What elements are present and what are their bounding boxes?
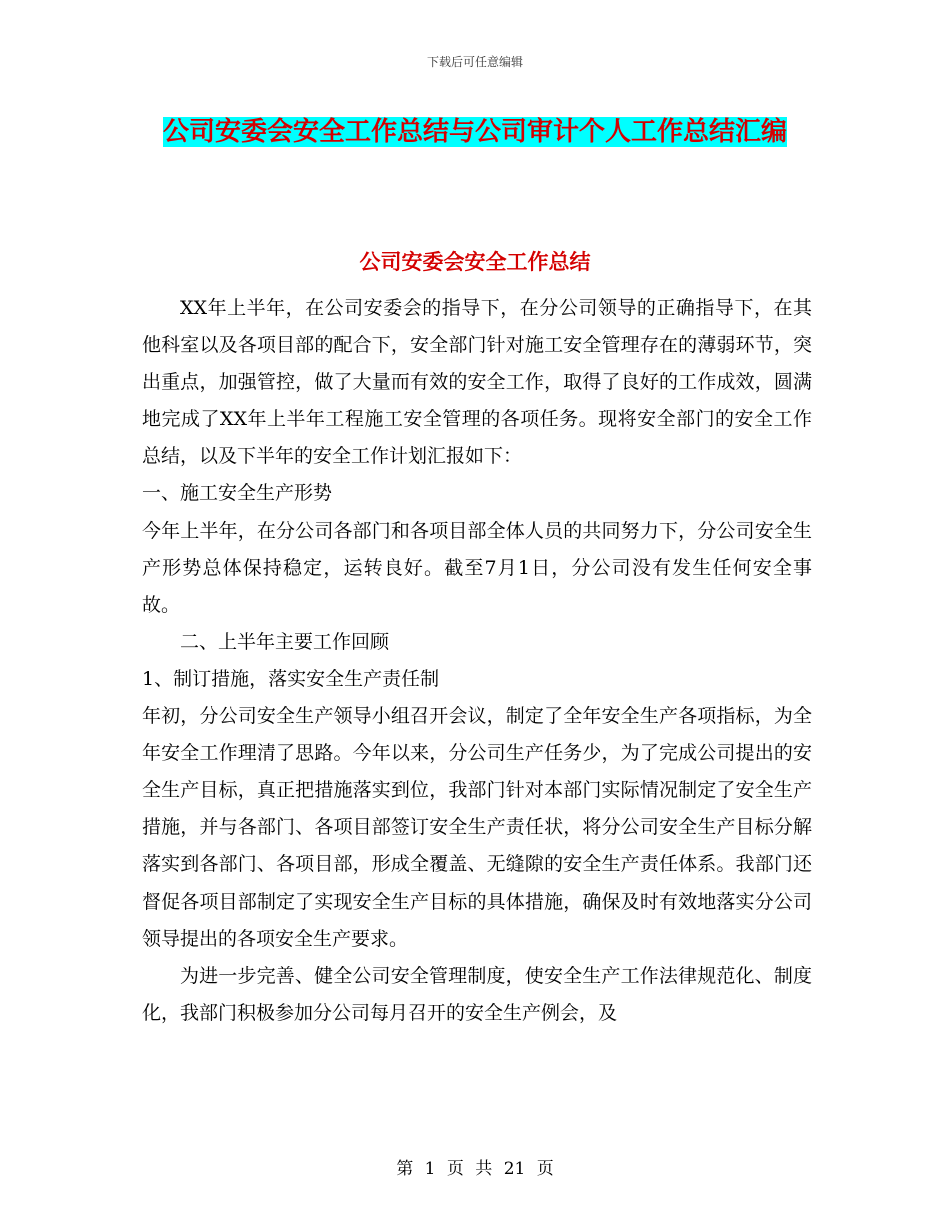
heading-safety-situation: 一、施工安全生产形势 (142, 482, 333, 505)
paragraph-management-system: 为进一步完善、健全公司安全管理制度，使安全生产工作法律规范化、制度化，我部门积极参加分公司每月召开的安全生产例会，及 (142, 964, 812, 1024)
document-body (142, 290, 812, 1032)
header-note: 下载后可任意编辑 (426, 55, 523, 69)
paragraph-intro: XX年上半年，在公司安委会的指导下，在分公司领导的正确指导下，在其他科室以及各项目部的配合下，安全部门针对施工安全管理存在的薄弱环节，突出重点，加强管控，做了大量而有效的安全工作，取得了良好的工作成效，圆满地完成了XX年上半年工程施工安全管理的各项任务。现将安全部门的安全工作总结，以及下半年的安全工作计划汇报如下： (142, 297, 812, 468)
heading-work-review: 二、上半年主要工作回顾 (180, 630, 390, 653)
paragraph-responsibility: 年初，分公司安全生产领导小组召开会议，制定了全年安全生产各项指标，为全年安全工作理清了思路。今年以来，分公司生产任务少，为了完成公司提出的安全生产目标，真正把措施落实到位，我部门针对本部门实际情况制定了安全生产措施，并与各部门、各项目部签订安全生产责任状，将分公司安全生产目标分解落实到各部门、各项目部，形成全覆盖、无缝隙的安全生产责任体系。我部门还督促各项目部制定了实现安全生产目标的具体措施，确保及时有效地落实分公司领导提出的各项安全生产要求。 (142, 705, 812, 950)
section-title: 公司安委会安全工作总结 (359, 250, 591, 274)
document-title-text: 公司安委会安全工作总结与公司审计个人工作总结汇编 (162, 117, 787, 147)
page-footer: 第 1 页 共 21 页 (396, 1159, 554, 1179)
paragraph-safety-situation: 今年上半年，在分公司各部门和各项目部全体人员的共同努力下，分公司安全生产形势总体保持稳定，运转良好。截至7月1日，分公司没有发生任何安全事故。 (142, 519, 812, 616)
heading-responsibility: 1、制订措施，落实安全生产责任制 (142, 667, 440, 690)
document-title (140, 110, 810, 155)
